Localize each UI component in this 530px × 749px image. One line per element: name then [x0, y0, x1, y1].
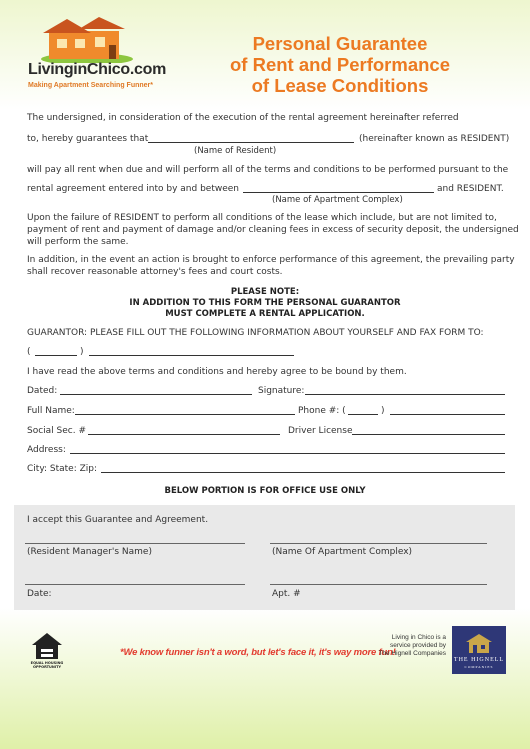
- address-label: Address:: [27, 445, 66, 455]
- city-state-zip-label: City: State: Zip:: [27, 464, 98, 474]
- fax-close-paren: ): [80, 347, 84, 357]
- resident-caption: (Name of Resident): [194, 146, 277, 156]
- phone-area-code-field[interactable]: [348, 414, 378, 415]
- para2-line: Upon the failure of RESIDENT to perform all conditions of the lease which include, but are not limited to,: [27, 213, 497, 223]
- license-field[interactable]: [352, 434, 505, 435]
- complex-caption: (Name of Apartment Complex): [272, 195, 403, 205]
- fax-area-code-field[interactable]: [35, 355, 77, 356]
- title-line-3: of Lease Conditions: [251, 75, 429, 96]
- footer-note-line: The Hignell Companies: [378, 650, 446, 657]
- hignell-building-icon: [464, 632, 494, 654]
- manager-caption: (Resident Manager's Name): [27, 547, 152, 557]
- footer-background: [0, 608, 530, 749]
- hignell-name: THE HIGNELL: [453, 657, 505, 663]
- complex-name-field[interactable]: [243, 192, 434, 193]
- para1-line3: will pay all rent when due and will perform all of the terms and conditions to be performed pursuant to the: [27, 165, 509, 175]
- para1-line1: The undersigned, in consideration of the execution of the rental agreement hereinafter referred: [27, 113, 459, 123]
- hignell-sub: COMPANIES: [464, 665, 494, 669]
- para2: [27, 212, 519, 248]
- phone-close-paren: ): [381, 406, 385, 416]
- para2-line: payment of rent and payment of damage and/or cleaning fees in excess of security deposit, the undersigned: [27, 225, 519, 235]
- guarantor-instruction: GUARANTOR: PLEASE FILL OUT THE FOLLOWING INFORMATION ABOUT YOURSELF AND FAX FORM TO:: [27, 328, 484, 338]
- city-state-zip-field[interactable]: [101, 472, 505, 473]
- dated-label: Dated:: [27, 386, 58, 396]
- page-title: [190, 33, 490, 96]
- manager-name-field[interactable]: [25, 543, 245, 544]
- para3-line: In addition, in the event an action is brought to enforce performance of this agreement, the prevailing party: [27, 255, 515, 265]
- footer-note-line: service provided by: [390, 642, 446, 649]
- title-line-2: of Rent and Performance: [230, 54, 450, 75]
- note-line: IN ADDITION TO THIS FORM THE PERSONAL GUARANTOR: [129, 298, 401, 308]
- footer-service-note: [362, 634, 446, 658]
- office-complex-field[interactable]: [270, 543, 487, 544]
- full-name-label: Full Name:: [27, 406, 75, 416]
- signature-field[interactable]: [305, 394, 505, 395]
- fax-number-field[interactable]: [89, 355, 294, 356]
- ssn-field[interactable]: [88, 434, 280, 435]
- ssn-label: Social Sec. #: [27, 426, 87, 436]
- para1-line2-post: (hereinafter known as RESIDENT): [359, 134, 510, 144]
- para3-line: shall recover reasonable attorney's fees and court costs.: [27, 267, 283, 277]
- phone-label: Phone #: (: [298, 406, 346, 416]
- apt-number-field[interactable]: [270, 584, 487, 585]
- office-accept-text: I accept this Guarantee and Agreement.: [27, 515, 209, 525]
- footer-slogan: *We know funner isn't a word, but let's face it, it's way more fun!: [120, 647, 396, 658]
- fax-open-paren: (: [27, 347, 31, 357]
- para3: [27, 254, 515, 278]
- para1-line2-pre: to, hereby guarantees that: [27, 134, 149, 144]
- phone-number-field[interactable]: [390, 414, 505, 415]
- office-date-label: Date:: [27, 589, 52, 599]
- para2-line: will perform the same.: [27, 237, 129, 247]
- hignell-logo: [452, 626, 506, 674]
- signature-label: Signature:: [258, 386, 305, 396]
- note-line: MUST COMPLETE A RENTAL APPLICATION.: [165, 309, 365, 319]
- agree-text: I have read the above terms and conditions and hereby agree to be bound by them.: [27, 367, 407, 377]
- office-date-field[interactable]: [25, 584, 245, 585]
- logo-name: LivinginChico.com: [28, 61, 167, 78]
- logo-tagline: Making Apartment Searching Funner*: [28, 82, 153, 89]
- full-name-field[interactable]: [75, 414, 295, 415]
- footer-note-line: Living in Chico is a: [391, 634, 446, 641]
- resident-name-field[interactable]: [148, 142, 354, 143]
- please-note: [65, 287, 465, 320]
- apt-label: Apt. #: [272, 589, 301, 599]
- dated-field[interactable]: [60, 394, 252, 395]
- title-line-1: Personal Guarantee: [252, 33, 428, 54]
- para1-line4-pre: rental agreement entered into by and between: [27, 184, 239, 194]
- address-field[interactable]: [70, 453, 505, 454]
- house-logo-icon: [35, 17, 135, 63]
- office-complex-caption: (Name Of Apartment Complex): [272, 547, 413, 557]
- license-label: Driver License: [288, 426, 353, 436]
- para1-line4-post: and RESIDENT.: [437, 184, 504, 194]
- eho-label: EQUAL HOUSING OPPORTUNITY: [30, 661, 64, 669]
- note-line: PLEASE NOTE:: [230, 287, 300, 297]
- office-heading: BELOW PORTION IS FOR OFFICE USE ONLY: [164, 486, 366, 496]
